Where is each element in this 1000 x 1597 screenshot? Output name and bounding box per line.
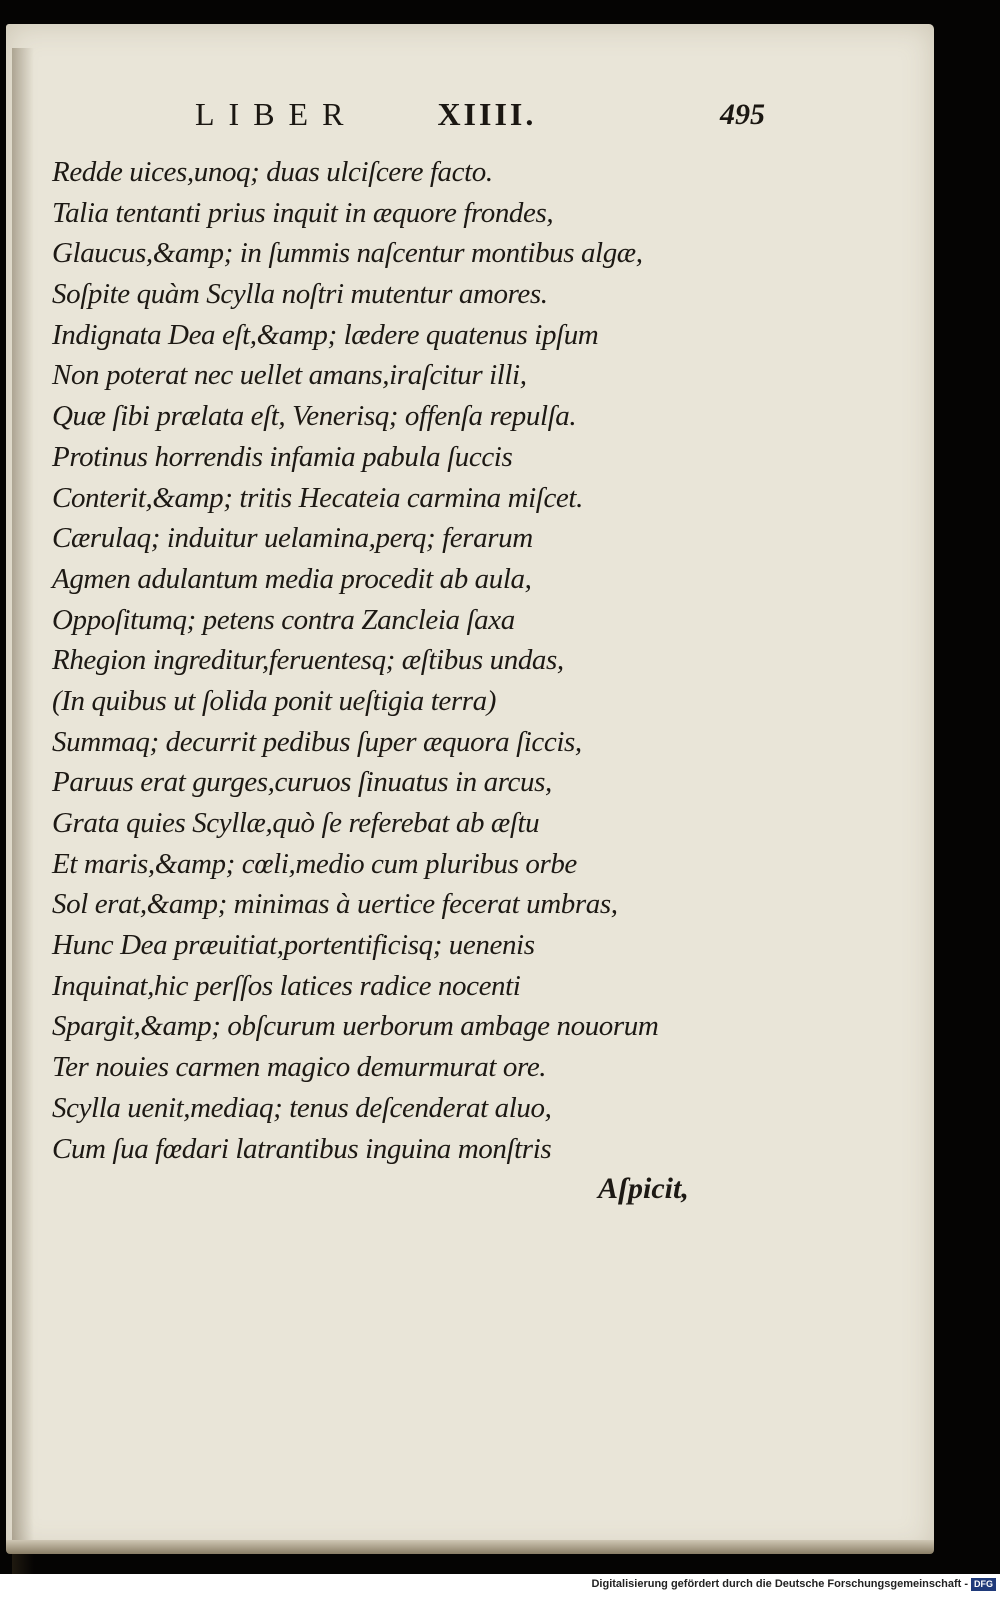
funding-note: Digitalisierung gefördert durch die Deutsche Forschungsgemeinschaft - [591,1578,968,1590]
verse-line: Spargit,&amp; obſcurum uerborum ambage nouorum [52,1010,659,1043]
catchword: Aſpicit, [598,1172,689,1205]
verse-line: Sol erat,&amp; minimas à uertice fecerat umbras, [52,888,618,921]
verse-line: Cærulaq; induitur uelamina,perq; ferarum [52,522,533,555]
verse-line: Agmen adulantum media procedit ab aula, [52,562,532,595]
verse-line: Soſpite quàm Scylla noſtri mutentur amores. [52,278,548,311]
verse-line: Cum ſua fœdari latrantibus inguina monſtris [52,1132,552,1165]
verse-line: Oppoſitumq; petens contra Zancleia ſaxa [52,603,515,636]
verse-line: Protinus horrendis infamia pabula ſuccis [52,440,513,473]
dfg-logo: DFG [971,1578,996,1591]
verse-line: Hunc Dea præuitiat,portentificisq; uenenis [52,929,535,962]
spine-shadow [12,48,34,1576]
verse-line: Ter nouies carmen magico demurmurat ore. [52,1051,547,1084]
verse-line: Et maris,&amp; cœli,medio cum pluribus orbe [52,847,577,880]
verse-line: Summaq; decurrit pedibus ſuper æquora ſiccis, [52,725,582,758]
verse-line: Non poterat nec uellet amans,iraſcitur illi, [52,359,527,392]
verse-line: Scylla uenit,mediaq; tenus deſcenderat aluo, [52,1091,552,1124]
book-number: XIIII. [437,96,537,132]
footer-bar [0,1574,1000,1597]
folio-number: 495 [720,98,765,131]
running-title: LIBER [195,96,358,132]
verse-line: Talia tentanti prius inquit in æquore frondes, [52,196,554,229]
verse-line: Glaucus,&amp; in ſummis naſcentur montibus algæ, [52,237,643,270]
verse-text [52,152,752,1169]
page-edge [6,1540,934,1554]
verse-line: Paruus erat gurges,curuos ſinuatus in arcus, [52,766,552,799]
verse-line: Inquinat,hic perſſos latices radice nocenti [52,969,521,1002]
verse-line: Quæ ſibi prælata eſt, Venerisq; offenſa repulſa. [52,400,577,433]
verse-line: Indignata Dea eſt,&amp; lædere quatenus ipſum [52,318,599,351]
verse-line: (In quibus ut ſolida ponit ueſtigia terra) [52,684,496,717]
verse-line: Grata quies Scyllæ,quò ſe referebat ab æſtu [52,807,540,839]
running-head [195,96,536,133]
verse-line: Rhegion ingreditur,feruentesq; æſtibus undas, [52,644,564,677]
verse-line: Conterit,&amp; tritis Hecateia carmina miſcet. [52,481,583,514]
verse-line: Redde uices,unoq; duas ulciſcere facto. [52,156,493,188]
